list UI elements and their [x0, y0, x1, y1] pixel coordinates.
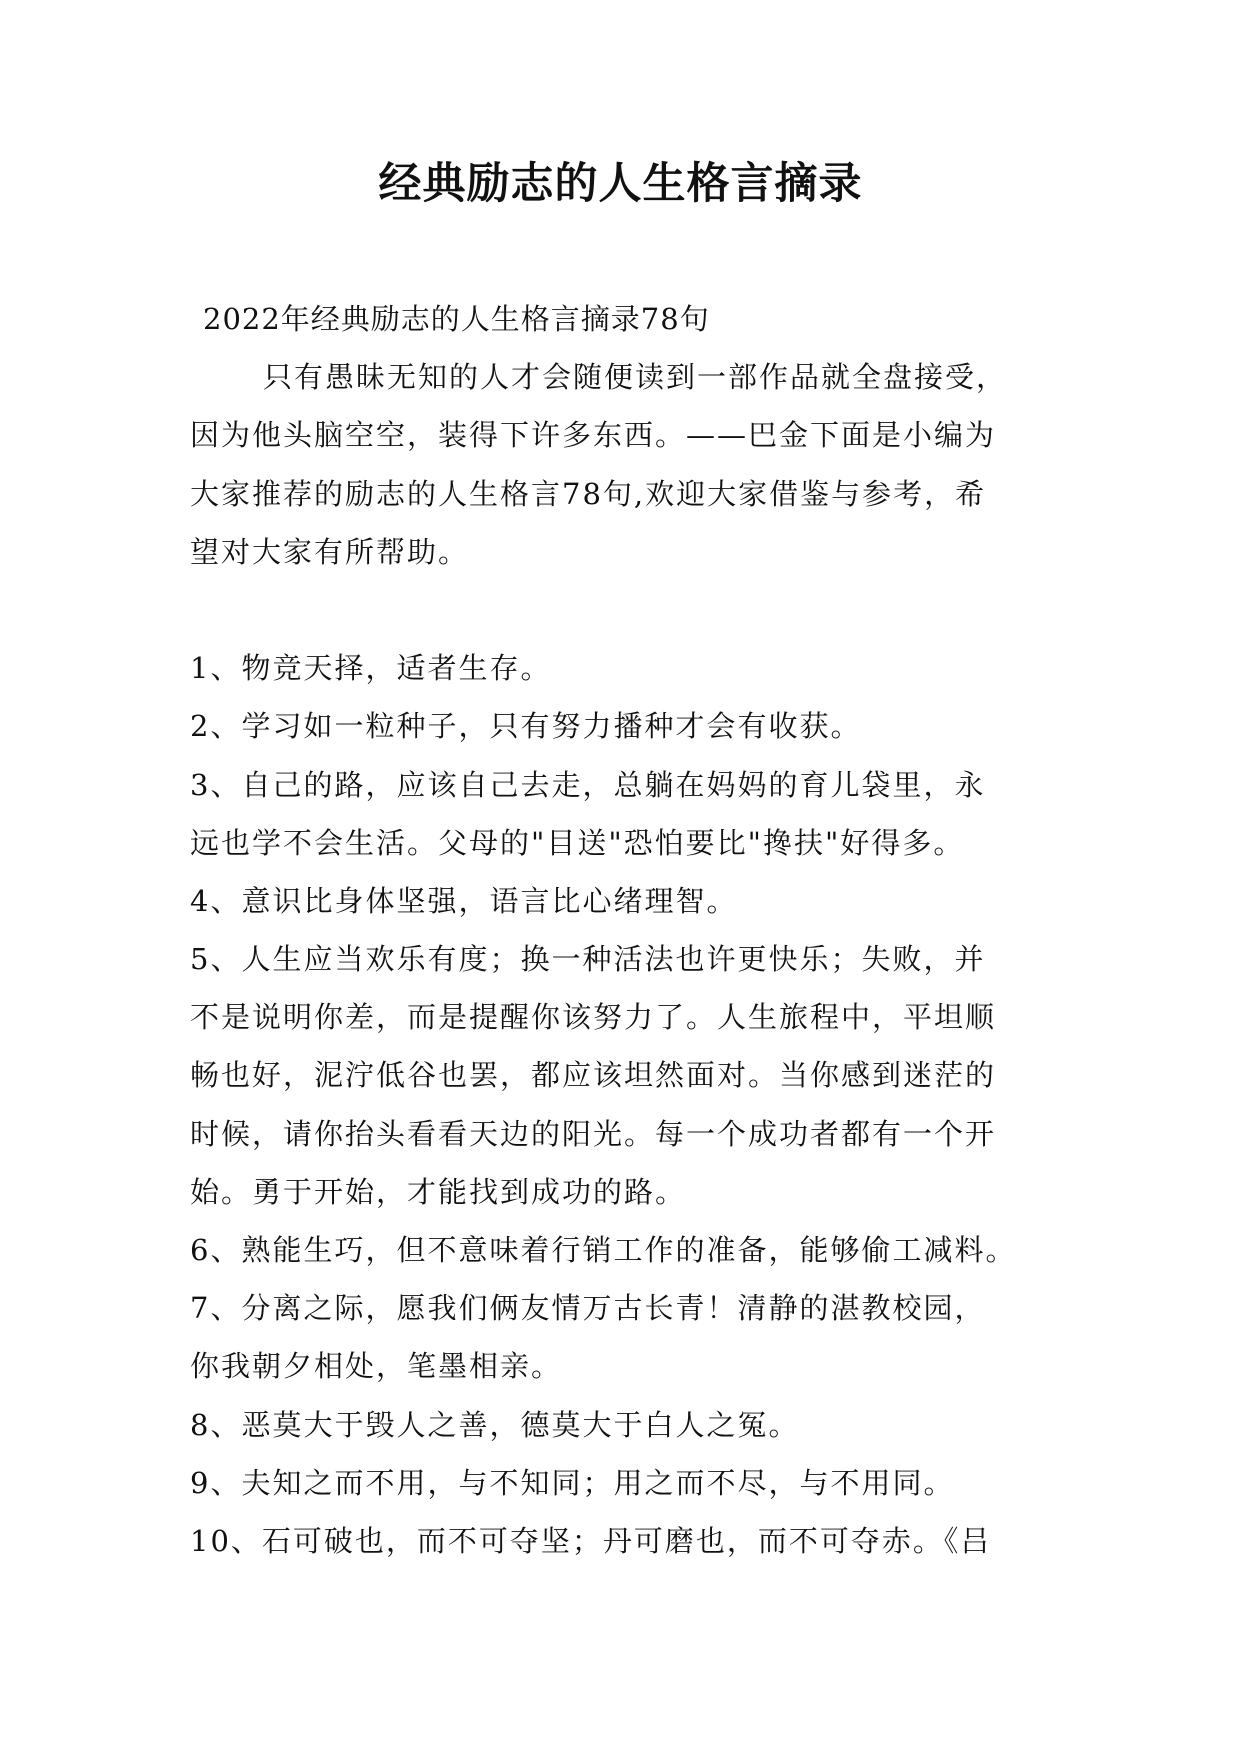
quote-line: 8、恶莫大于毁人之善，德莫大于白人之冤。 — [190, 1407, 800, 1442]
quote-line: 5、人生应当欢乐有度；换一种活法也许更快乐；失败，并 — [190, 942, 986, 977]
document-body — [190, 290, 1080, 1570]
quote-line: 10、石可破也，而不可夺坚；丹可磨也，而不可夺赤。《吕 — [190, 1523, 992, 1558]
paragraph-gap — [190, 581, 1080, 639]
quote-line: 始。勇于开始，才能找到成功的路。 — [190, 1174, 687, 1209]
quote-list — [190, 639, 1080, 1570]
quote-line: 不是说明你差，而是提醒你该努力了。人生旅程中，平坦顺 — [190, 1000, 997, 1035]
intro-line: 望对大家有所帮助。 — [190, 534, 470, 569]
quote-line: 3、自己的路，应该自己去走，总躺在妈妈的育儿袋里，永 — [190, 767, 986, 802]
document-subtitle: 2022年经典励志的人生格言摘录78句 — [203, 302, 710, 336]
quote-line: 你我朝夕相处，笔墨相亲。 — [190, 1349, 563, 1384]
intro-line: 大家推荐的励志的人生格言78句,欢迎大家借鉴与参考，希 — [190, 476, 987, 511]
quote-line: 6、熟能生巧，但不意味着行销工作的准备，能够偷工减料。 — [190, 1233, 1017, 1267]
intro-paragraph — [190, 348, 1080, 581]
quote-line: 远也学不会生活。父母的"目送"恐怕要比"搀扶"好得多。 — [190, 825, 965, 860]
intro-line: 因为他头脑空空，装得下许多东西。——巴金下面是小编为 — [190, 418, 997, 453]
intro-line: 只有愚昧无知的人才会随便读到一部作品就全盘接受， — [263, 360, 1008, 395]
quote-line: 7、分离之际，愿我们俩友情万古长青！清静的湛教校园， — [190, 1291, 986, 1326]
quote-line: 2、学习如一粒种子，只有努力播种才会有收获。 — [190, 709, 862, 744]
document-title: 经典励志的人生格言摘录 — [378, 159, 863, 209]
quote-line: 1、物竞天择，适者生存。 — [190, 651, 552, 686]
quote-line: 4、意识比身体坚强，语言比心绪理智。 — [190, 883, 738, 918]
quote-line: 时候，请你抬头看看天边的阳光。每一个成功者都有一个开 — [190, 1116, 997, 1151]
quote-line: 畅也好，泥泞低谷也罢，都应该坦然面对。当你感到迷茫的 — [190, 1058, 997, 1093]
quote-line: 9、夫知之而不用，与不知同；用之而不尽，与不用同。 — [190, 1465, 955, 1500]
